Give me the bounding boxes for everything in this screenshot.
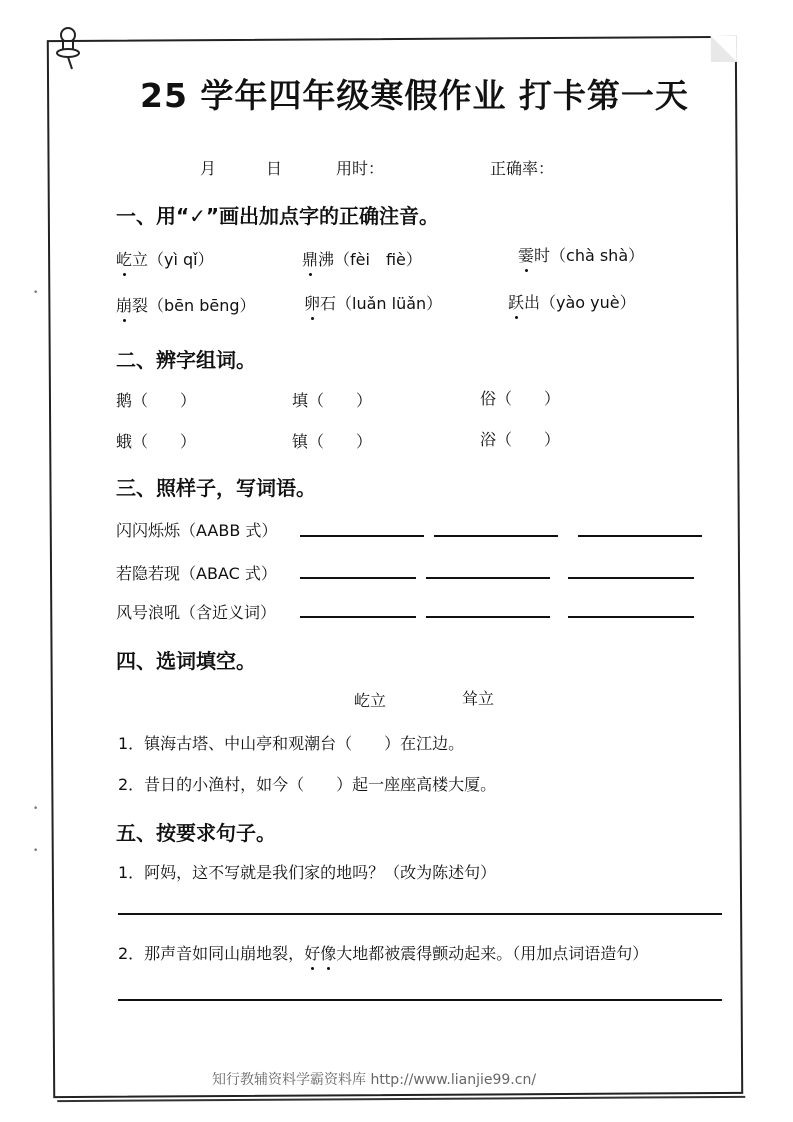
dotted-char: 好	[304, 941, 320, 964]
day-label: 日	[266, 159, 283, 178]
pinyin-item: 屹立（yì qǐ）	[116, 247, 214, 270]
choice-word: 屹立	[354, 691, 387, 710]
month-label: 月	[200, 159, 217, 178]
section1-heading: 一、用“✓”画出加点字的正确注音。	[116, 204, 440, 228]
answer-line[interactable]	[300, 535, 424, 537]
fill-blank-question: 1．镇海古塔、中山亭和观潮台（ ）在江边。	[118, 734, 465, 753]
scan-mark: •	[33, 804, 39, 814]
pinyin-item: 跃出（yào yuè）	[508, 290, 636, 313]
sentence-question-2: 2．那声音如同山崩地裂，好像大地都被震得颤动起来。（用加点词语造句）	[118, 941, 648, 964]
example-word: 闪闪烁烁（AABB 式）	[116, 521, 278, 540]
example-word: 若隐若现（ABAC 式）	[116, 564, 277, 583]
section2-heading: 二、辨字组词。	[116, 348, 256, 372]
dotted-char: 卵	[304, 291, 320, 314]
pinyin-item: 卵石（luǎn lüǎn）	[304, 291, 442, 314]
accuracy-label: 正确率：	[490, 159, 555, 178]
answer-line[interactable]	[118, 999, 722, 1001]
fill-blank-question: 2．昔日的小渔村，如今（ ）起一座座高楼大厦。	[118, 775, 497, 794]
scan-mark: •	[33, 288, 39, 298]
word-group-item: 浴（ ）	[480, 430, 561, 449]
dotted-char: 崩	[116, 293, 132, 316]
page-title: 25 学年四年级寒假作业 打卡第一天	[140, 76, 689, 115]
scan-mark: •	[33, 846, 39, 856]
choice-word: 耸立	[462, 689, 495, 708]
answer-line[interactable]	[300, 616, 416, 618]
folded-corner	[711, 36, 737, 62]
pinyin-item: 鼎沸（fèi fiè）	[302, 247, 422, 270]
pushpin-icon	[54, 26, 84, 70]
answer-line[interactable]	[568, 616, 694, 618]
section3-heading: 三、照样子，写词语。	[116, 476, 316, 500]
sentence-question-1: 1．阿妈，这不写就是我们家的地吗？（改为陈述句）	[118, 863, 497, 882]
dotted-char: 屹	[116, 247, 132, 270]
pinyin-item: 崩裂（bēn bēng）	[116, 293, 256, 316]
time-label: 用时：	[336, 159, 385, 178]
word-group-item: 俗（ ）	[480, 389, 561, 408]
word-group-item: 填（ ）	[292, 391, 373, 410]
word-group-item: 蛾（ ）	[116, 432, 197, 451]
footer-watermark: 知行教辅资料学霸资料库 http://www.lianjie99.cn/	[212, 1072, 537, 1088]
dotted-char: 霎	[518, 243, 534, 266]
answer-line[interactable]	[426, 577, 550, 579]
answer-line[interactable]	[578, 535, 702, 537]
word-group-item: 镇（ ）	[292, 432, 373, 451]
answer-line[interactable]	[300, 577, 416, 579]
dotted-char: 跃	[508, 290, 524, 313]
dotted-char: 像	[320, 941, 336, 964]
word-group-item: 鹅（ ）	[116, 391, 197, 410]
section4-heading: 四、选词填空。	[116, 649, 256, 673]
pinyin-item: 霎时（chà shà）	[518, 243, 644, 266]
answer-line[interactable]	[434, 535, 558, 537]
answer-line[interactable]	[568, 577, 694, 579]
section5-heading: 五、按要求句子。	[116, 821, 276, 845]
example-word: 风号浪吼（含近义词）	[116, 603, 277, 622]
answer-line[interactable]	[118, 913, 722, 915]
dotted-char: 鼎	[302, 247, 318, 270]
answer-line[interactable]	[426, 616, 550, 618]
